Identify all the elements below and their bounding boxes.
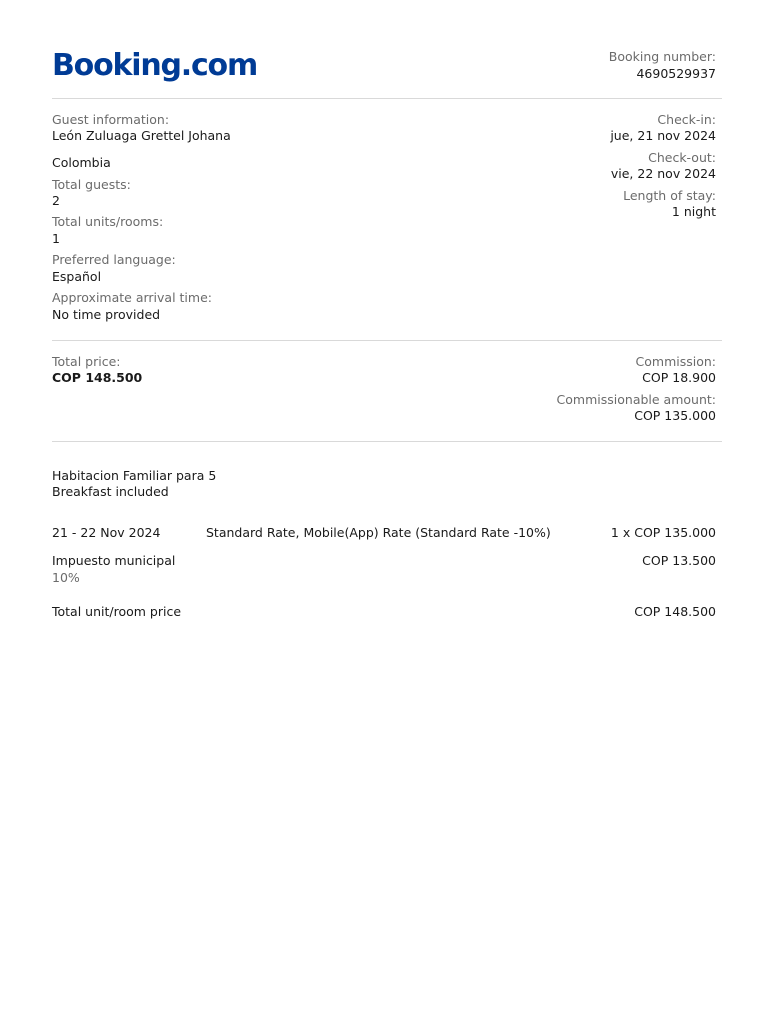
commissionable-amount-label: Commissionable amount: — [556, 392, 716, 407]
room-dates: 21 - 22 Nov 2024 — [52, 525, 161, 540]
tax-amount: COP 13.500 — [642, 553, 716, 568]
booking-number-value: 4690529937 — [636, 66, 716, 81]
total-guests-label: Total guests: — [52, 177, 131, 192]
room-rate-name: Standard Rate, Mobile(App) Rate (Standard Rate -10%) — [206, 525, 551, 540]
total-price-value: COP 148.500 — [52, 370, 143, 385]
guest-info-label: Guest information: — [52, 112, 170, 127]
checkout-label: Check-out: — [648, 150, 716, 165]
arrival-time-value: No time provided — [52, 307, 161, 322]
preferred-language-label: Preferred language: — [52, 252, 176, 267]
tax-percent: 10% — [52, 570, 80, 585]
commissionable-amount-value: COP 135.000 — [634, 408, 716, 423]
checkin-label: Check-in: — [657, 112, 716, 127]
divider-header — [52, 98, 722, 99]
booking-number-label: Booking number: — [608, 49, 716, 64]
checkin-value: jue, 21 nov 2024 — [610, 128, 716, 143]
booking-logo: Booking.com — [52, 48, 258, 83]
total-units-label: Total units/rooms: — [52, 214, 164, 229]
commission-value: COP 18.900 — [642, 370, 716, 385]
length-of-stay-value: 1 night — [671, 204, 716, 219]
arrival-time-label: Approximate arrival time: — [52, 290, 212, 305]
room-rate-price: 1 x COP 135.000 — [610, 525, 716, 540]
length-of-stay-label: Length of stay: — [623, 188, 716, 203]
total-guests-value: 2 — [52, 193, 60, 208]
room-total-label: Total unit/room price — [52, 604, 182, 619]
commission-label: Commission: — [635, 354, 716, 369]
total-units-value: 1 — [52, 231, 60, 246]
room-name: Habitacion Familiar para 5 — [52, 468, 217, 483]
tax-label: Impuesto municipal — [52, 553, 176, 568]
divider-pricing — [52, 441, 722, 442]
room-total-amount: COP 148.500 — [634, 604, 716, 619]
checkout-value: vie, 22 nov 2024 — [610, 166, 716, 181]
guest-country: Colombia — [52, 155, 111, 170]
total-price-label: Total price: — [52, 354, 121, 369]
divider-guest — [52, 340, 722, 341]
room-meal-plan: Breakfast included — [52, 484, 169, 499]
preferred-language-value: Español — [52, 269, 102, 284]
guest-name: León Zuluaga Grettel Johana — [52, 128, 231, 143]
